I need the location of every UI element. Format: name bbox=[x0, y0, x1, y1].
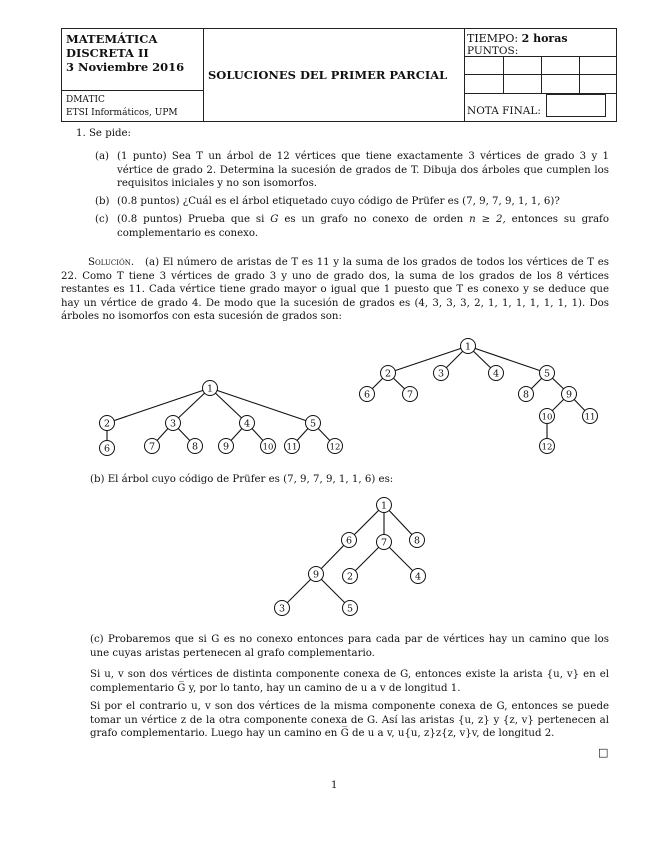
school: ETSI Informáticos, UPM bbox=[66, 108, 178, 118]
prufer-label: 2 bbox=[346, 571, 354, 583]
solution-a bbox=[61, 256, 609, 324]
tree2-label: 5 bbox=[543, 368, 551, 380]
exam-date: 3 Noviembre 2016 bbox=[66, 60, 185, 74]
solution-b: (b) El árbol cuyo código de Prüfer es (7, 9, 7, 9, 1, 1, 6) es: bbox=[90, 474, 394, 485]
question-c-text1: (0.8 puntos) Prueba que si bbox=[117, 214, 265, 225]
tree2-label: 12 bbox=[541, 442, 553, 453]
tree1-label: 1 bbox=[206, 383, 214, 395]
course-info bbox=[66, 32, 184, 74]
tree1-label: 5 bbox=[309, 418, 317, 430]
dept: DMATIC bbox=[66, 95, 105, 105]
question-a: (1 punto) Sea T un árbol de 12 vértices que tiene exactamente 3 vértices de grado 3 y 1 vértice de grado 2. Determina la sucesión de grados de T. Dibuja dos árboles que cumplen los requisitos iniciales y no son isomorfos. bbox=[117, 151, 609, 190]
course-line1: MATEMÁTICA bbox=[66, 32, 158, 46]
divider bbox=[62, 90, 203, 91]
tree2-label: 3 bbox=[437, 368, 445, 380]
question-intro: 1. Se pide: bbox=[76, 128, 131, 139]
department-info bbox=[66, 94, 178, 120]
page-number: 1 bbox=[331, 780, 338, 791]
time-label: TIEMPO: bbox=[467, 32, 519, 45]
tree1-label: 8 bbox=[191, 441, 199, 453]
tree1-label: 4 bbox=[243, 418, 251, 430]
prufer-tree-figure bbox=[270, 495, 435, 620]
tree2-label: 4 bbox=[492, 368, 500, 380]
prufer-label: 7 bbox=[380, 537, 388, 549]
tree2-label: 8 bbox=[522, 389, 530, 401]
trees-figure bbox=[60, 330, 620, 462]
tree2-label: 7 bbox=[406, 389, 414, 401]
solution-c-p1: (c) Probaremos que si G es no conexo entonces para cada par de vértices hay un camino que los une cuyas aristas pertenecen al grafo complementario. bbox=[90, 634, 609, 659]
solution-c-p3: Si por el contrario u, v son dos vértices de la misma componente conexa de G, entonces se puede tomar un vértice z de la otra componente conexa de G. Así las aristas {u, z} y {z, v} pertenecen al grafo complementario. Luego hay un camino en G̅ de u a v, u{u, z}z{z, v}v, de longitud 2. bbox=[90, 701, 609, 740]
page-title: SOLUCIONES DEL PRIMER PARCIAL bbox=[208, 68, 448, 82]
tree2-label: 11 bbox=[584, 412, 596, 423]
tree2-label: 2 bbox=[384, 368, 392, 380]
tree1-label: 2 bbox=[103, 418, 111, 430]
time-info bbox=[467, 32, 568, 45]
question-c-g: G bbox=[270, 214, 279, 225]
prufer-label: 9 bbox=[312, 569, 320, 581]
divider bbox=[203, 29, 204, 121]
prufer-label: 4 bbox=[414, 571, 422, 583]
prufer-label: 8 bbox=[413, 535, 421, 547]
time-value: 2 horas bbox=[521, 32, 568, 45]
qed-symbol: □ bbox=[598, 746, 609, 759]
question-c-text2: es un grafo no conexo de orden bbox=[284, 214, 464, 225]
tree1-label: 6 bbox=[103, 443, 111, 455]
prufer-label: 5 bbox=[346, 603, 354, 615]
tree1-label: 12 bbox=[329, 442, 341, 453]
question-c bbox=[117, 213, 609, 240]
question-c-text3: entonces su grafo complementario es conexo. bbox=[117, 214, 609, 239]
tree2-label: 6 bbox=[363, 389, 371, 401]
prufer-label: 6 bbox=[345, 535, 353, 547]
header-box bbox=[61, 28, 617, 122]
prufer-label: 3 bbox=[278, 603, 286, 615]
question-b: (0.8 puntos) ¿Cuál es el árbol etiquetado cuyo código de Prüfer es (7, 9, 7, 9, 1, 1, 6)? bbox=[117, 196, 560, 207]
solution-heading: Solución. bbox=[88, 257, 135, 268]
solution-a-text: (a) El número de aristas de T es 11 y la suma de los grados de todos los vértices de T es 22. Como T tiene 3 vértices de grado 3 y uno de grado dos, la suma de los grados de los 8 vértices restantes es 11. Cada vértice tiene grado mayor o igual que 1 puesto que T es conexo y se deduce que hay un vértice de grado 4. De modo que la sucesión de grados es (4, 3, 3, 3, 2, 1, 1, 1, 1, 1, 1, 1). Dos árboles no isomorfos con esta sucesión de grados son: bbox=[61, 257, 609, 323]
prufer-label: 1 bbox=[380, 500, 388, 512]
solution-c-p2: Si u, v son dos vértices de distinta componente conexa de G, entonces existe la arista {u, v} en el complementario G̅ y, por lo tanto, hay un camino de u a v de longitud 1. bbox=[90, 669, 609, 694]
tree1-label: 11 bbox=[286, 442, 298, 453]
tree1-label: 7 bbox=[148, 441, 156, 453]
tree1-label: 10 bbox=[262, 442, 274, 453]
question-a-label: (a) bbox=[95, 151, 110, 162]
final-grade-label: NOTA FINAL: bbox=[467, 105, 541, 117]
question-c-n: n ≥ 2, bbox=[469, 214, 506, 225]
question-b-label: (b) bbox=[95, 196, 110, 207]
question-c-label: (c) bbox=[95, 214, 109, 225]
points-label: PUNTOS: bbox=[467, 45, 519, 57]
course-line2: DISCRETA II bbox=[66, 46, 149, 60]
tree2-label: 1 bbox=[464, 341, 472, 353]
tree1-label: 3 bbox=[169, 418, 177, 430]
points-grid bbox=[465, 56, 617, 94]
final-grade-box bbox=[546, 94, 606, 117]
tree2-label: 10 bbox=[541, 412, 553, 423]
tree2-label: 9 bbox=[565, 389, 573, 401]
tree1-label: 9 bbox=[222, 441, 230, 453]
